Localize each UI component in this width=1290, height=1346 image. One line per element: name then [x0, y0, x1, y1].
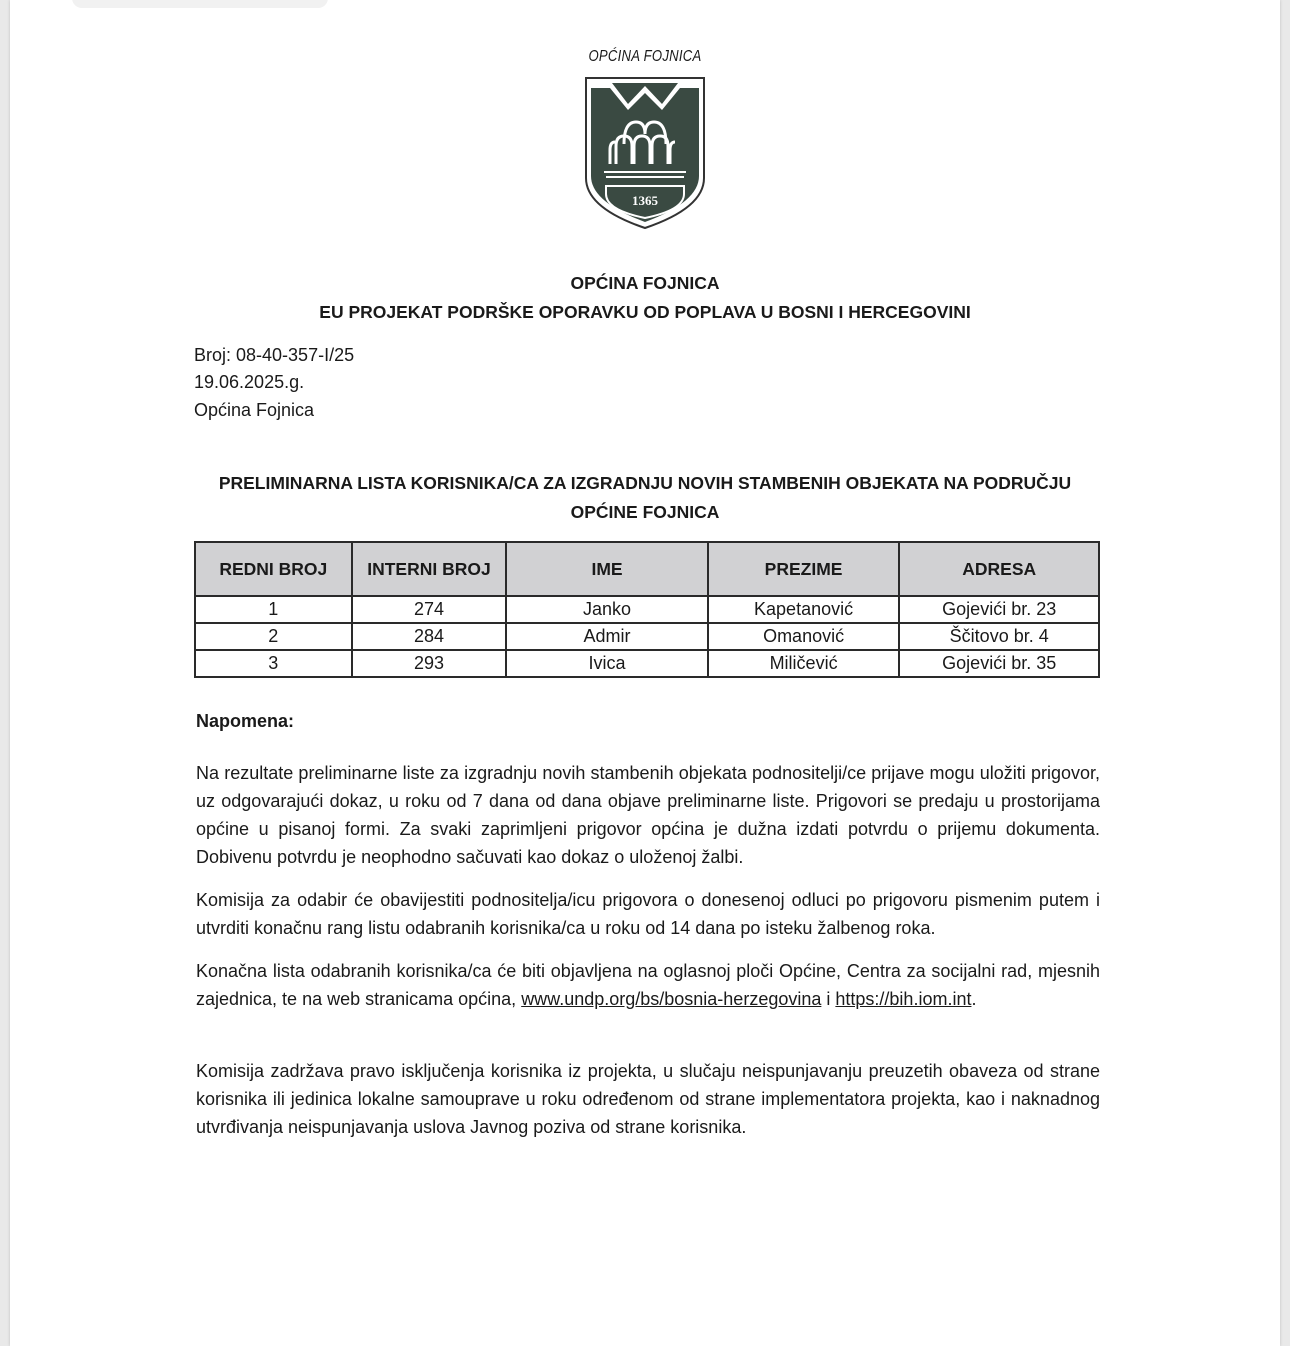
seal-year: 1365: [632, 193, 658, 208]
cell-interni-broj: 293: [352, 650, 507, 677]
column-header-prezime: PREZIME: [708, 542, 900, 596]
cell-interni-broj: 284: [352, 623, 507, 650]
cell-ime: Ivica: [506, 650, 707, 677]
cell-prezime: Omanović: [708, 623, 900, 650]
cell-ime: Janko: [506, 596, 707, 623]
header-project: EU PROJEKAT PODRŠKE OPORAVKU OD POPLAVA U BOSNI I HERCEGOVINI: [319, 302, 971, 322]
undp-link[interactable]: www.undp.org/bs/bosnia-herzegovina: [521, 989, 822, 1009]
document-place: Općina Fojnica: [194, 400, 315, 420]
column-header-ime: IME: [506, 542, 707, 596]
cell-prezime: Kapetanović: [708, 596, 900, 623]
list-title: [200, 469, 1090, 527]
note-paragraph-commission: Komisija za odabir će obavijestiti podnositelja/icu prigovora o donesenoj odluci po prigovoru pismenim putem i utvrditi konačnu rang listu odabranih korisnika/ca u roku od 14 dana po isteku žalbenog roka.: [196, 890, 1100, 938]
publication-text-joiner: i: [821, 989, 836, 1009]
table-row: [195, 650, 1099, 677]
top-bar-pill: [72, 0, 328, 8]
note-paragraph-exclusion: Komisija zadržava pravo isključenja korisnika iz projekta, u slučaju neispunjavanju preuzetih obaveza od strane korisnika ili jedinica lokalne samouprave u roku određenom od strane implementatora projekta, kao i naknadnog utvrđivanja neispunjavanja uslova Javnog poziva od strane korisnika.: [196, 1061, 1100, 1137]
document-number: Broj: 08-40-357-I/25: [194, 345, 355, 365]
cell-adresa: Ščitovo br. 4: [899, 623, 1099, 650]
municipality-coat-of-arms: [584, 74, 706, 230]
column-header-adresa: ADRESA: [899, 542, 1099, 596]
cell-prezime: Miličević: [708, 650, 900, 677]
cell-adresa: Gojevići br. 23: [899, 596, 1099, 623]
cell-redni-broj: 1: [195, 596, 352, 623]
column-header-interni-broj: INTERNI BROJ: [352, 542, 507, 596]
beneficiaries-table: [194, 541, 1100, 678]
cell-redni-broj: 2: [195, 623, 352, 650]
note-paragraph-objections: Na rezultate preliminarne liste za izgradnju novih stambenih objekata podnositelji/ce prijave mogu uložiti prigovor, uz odgovarajući dokaz, u roku od 7 dana od dana objave preliminarne liste. Prigovori se predaju u prostorijama općine u pisanoj formi. Za svaki zaprimljeni prigovor općina je dužna izdati potvrdu o prijemu dokumenta. Dobivenu potvrdu je neophodno sačuvati kao dokaz o uloženoj žalbi.: [196, 763, 1100, 867]
cell-redni-broj: 3: [195, 650, 352, 677]
publication-text: Konačna lista odabranih korisnika/ca će biti objavljena na oglasnoj ploči Općine, Centra za socijalni rad, mjesnih zajednica, te na web stranicama općina,: [196, 961, 1100, 1009]
cell-interni-broj: 274: [352, 596, 507, 623]
note-paragraph-publication: [196, 957, 1100, 1013]
seal-caption: OPĆINA FOJNICA: [588, 48, 702, 65]
note-label: Napomena:: [196, 711, 295, 731]
iom-link[interactable]: https://bih.iom.int: [835, 989, 972, 1009]
list-title-line1: PRELIMINARNA LISTA KORISNIKA/CA ZA IZGRADNJU NOVIH STAMBENIH OBJEKATA NA PODRUČJU: [218, 473, 1072, 493]
header-municipality: OPĆINA FOJNICA: [570, 273, 720, 293]
table-row: [195, 596, 1099, 623]
list-title-line2: OPĆINE FOJNICA: [570, 502, 720, 522]
cell-adresa: Gojevići br. 35: [899, 650, 1099, 677]
table-row: [195, 623, 1099, 650]
document-date: 19.06.2025.g.: [194, 372, 305, 392]
column-header-redni-broj: REDNI BROJ: [195, 542, 352, 596]
publication-text-end: .: [971, 989, 977, 1009]
table-header-row: [195, 542, 1099, 596]
cell-ime: Admir: [506, 623, 707, 650]
